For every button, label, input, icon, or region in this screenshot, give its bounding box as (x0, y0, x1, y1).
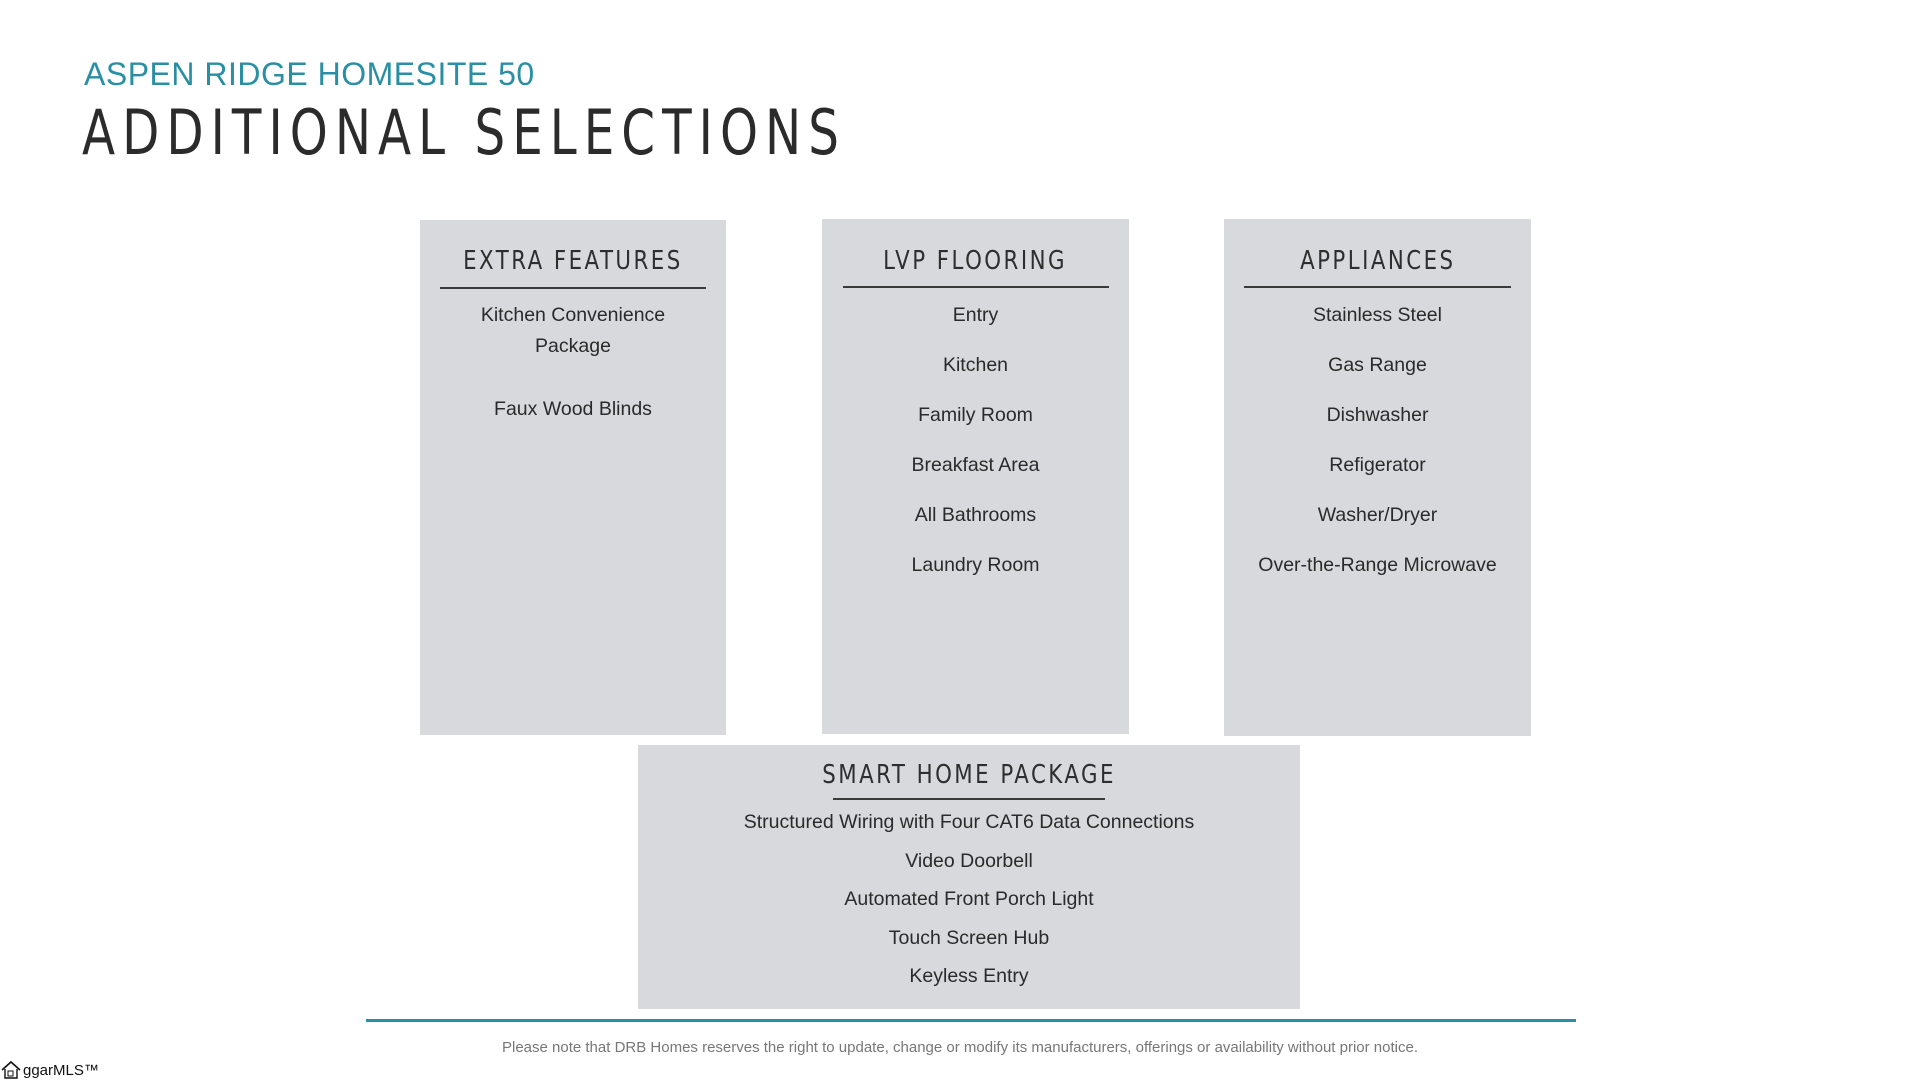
list-item: Faux Wood Blinds (494, 398, 652, 420)
list-item: Package (535, 335, 611, 357)
list-item: Laundry Room (911, 554, 1040, 576)
smart-home-rule (833, 798, 1105, 800)
list-item: Refigerator (1329, 454, 1426, 476)
lvp-flooring-card (822, 219, 1129, 734)
list-item: Automated Front Porch Light (844, 888, 1094, 910)
list-item: Keyless Entry (909, 965, 1029, 987)
list-item: Kitchen Convenience (480, 304, 666, 326)
list-item: Gas Range (1328, 354, 1427, 376)
extra-features-card (420, 220, 726, 735)
watermark (0, 1060, 99, 1080)
list-item: Breakfast Area (911, 454, 1040, 476)
appliances-card (1224, 219, 1531, 736)
list-item: Washer/Dryer (1317, 504, 1438, 526)
disclaimer-text: Please note that DRB Homes reserves the right to update, change or modify its manufacturers, offerings or availability without prior notice. (501, 1039, 1418, 1056)
list-item: Video Doorbell (905, 850, 1033, 872)
page-title: ADDITIONAL SELECTIONS (82, 96, 846, 169)
list-item: All Bathrooms (914, 504, 1037, 526)
appliances-title: APPLIANCES (1299, 246, 1456, 276)
lvp-flooring-rule (843, 286, 1109, 288)
smart-home-card (638, 745, 1300, 1009)
list-item: Over-the-Range Microwave (1258, 554, 1497, 576)
list-item: Family Room (918, 404, 1033, 426)
smart-home-title: SMART HOME PACKAGE (822, 760, 1116, 790)
extra-features-title: EXTRA FEATURES (463, 246, 683, 276)
page-subtitle: ASPEN RIDGE HOMESITE 50 (84, 56, 535, 92)
house-icon (0, 1060, 22, 1080)
list-item: Structured Wiring with Four CAT6 Data Connections (743, 811, 1195, 833)
list-item: Stainless Steel (1313, 304, 1442, 326)
footer-divider (366, 1019, 1576, 1022)
watermark-text: ggarMLS™ (23, 1061, 99, 1079)
list-item: Dishwasher (1326, 404, 1429, 426)
extra-features-rule (440, 287, 706, 289)
list-item: Entry (952, 304, 999, 326)
list-item: Kitchen (942, 354, 1009, 376)
appliances-rule (1244, 286, 1511, 288)
list-item: Touch Screen Hub (888, 927, 1050, 949)
lvp-flooring-title: LVP FLOORING (883, 246, 1068, 276)
